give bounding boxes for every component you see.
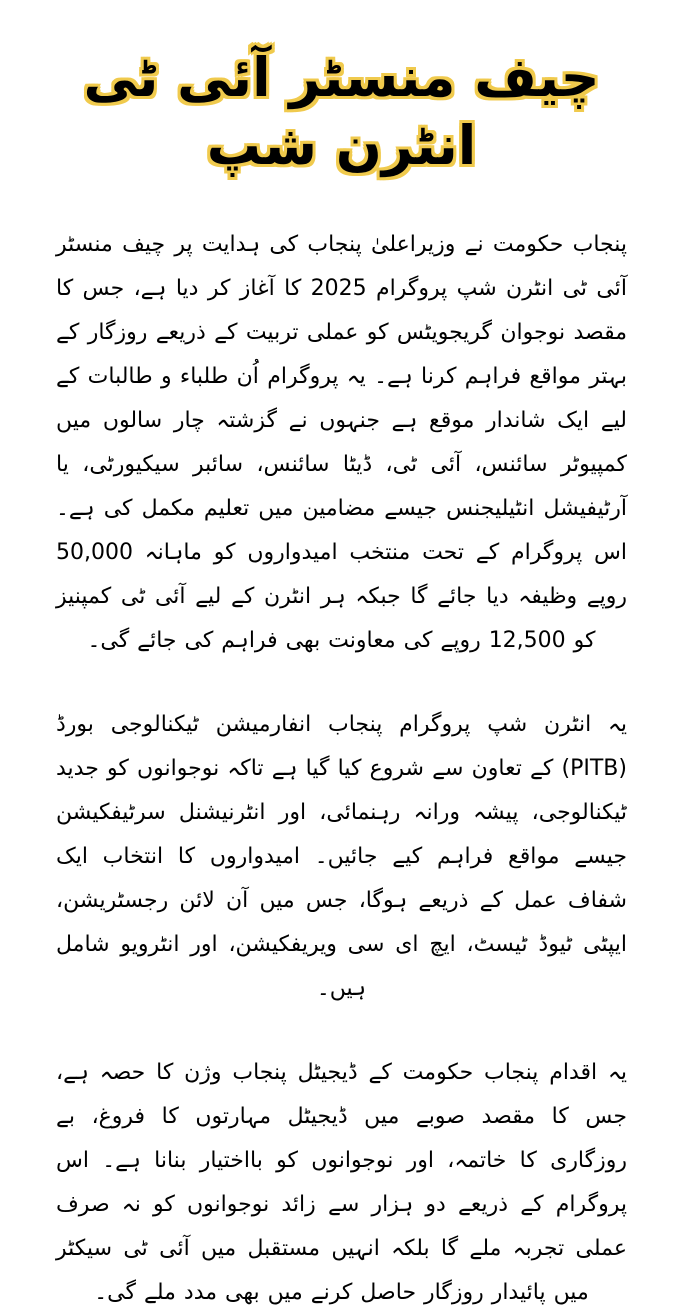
title-banner — [56, 0, 627, 205]
page-title: چیف منسٹر آئی ٹی انٹرن شپ — [83, 46, 600, 177]
paragraph-pitb-selection: یہ انٹرن شپ پروگرام پنجاب انفارمیشن ٹیکنالوجی بورڈ (PITB) کے تعاون سے شروع کیا گیا ہے تاکہ نوجوانوں کو جدید ٹیکنالوجی، پیشہ ورانہ رہنمائی، اور انٹرنیشنل سرٹیفکیشن جیسے مواقع فراہم کیے جائیں۔ امیدواروں کا انتخاب ایک شفاف عمل کے ذریعے ہوگا، جس میں آن لائن رجسٹریشن، ایپٹی ٹیوڈ ٹیسٹ، ایچ ای سی ویریفکیشن، اور انٹرویو شامل ہیں۔ — [56, 712, 627, 1001]
article-body — [56, 205, 627, 1315]
paragraph-program-launch: پنجاب حکومت نے وزیراعلیٰ پنجاب کی ہدایت پر چیف منسٹر آئی ٹی انٹرن شپ پروگرام 2025 کا آغاز کر دیا ہے، جس کا مقصد نوجوان گریجویٹس کو عملی تربیت کے ذریعے روزگار کے بہتر مواقع فراہم کرنا ہے۔ یہ پروگرام اُن طلباء و طالبات کے لیے ایک شاندار موقع ہے جنہوں نے گزشتہ چار سالوں میں کمپیوٹر سائنس، آئی ٹی، ڈیٹا سائنس، سائبر سیکیورٹی، یا آرٹیفیشل انٹیلیجنس جیسے مضامین میں تعلیم مکمل کی ہے۔ اس پروگرام کے تحت منتخب امیدواروں کو ماہانہ 50,000 روپے وظیفہ دیا جائے گا جبکہ ہر انٹرن کے لیے آئی ٹی کمپنیز کو 12,500 روپے کی معاونت بھی فراہم کی جائے گی۔ — [56, 232, 628, 653]
paragraph-digital-punjab-vision: یہ اقدام پنجاب حکومت کے ڈیجیٹل پنجاب وژن کا حصہ ہے، جس کا مقصد صوبے میں ڈیجیٹل مہارتوں کا فروغ، بے روزگاری کا خاتمہ، اور نوجوانوں کو بااختیار بنانا ہے۔ اس پروگرام کے ذریعے دو ہزار سے زائد نوجوانوں کو نہ صرف عملی تجربہ ملے گا بلکہ انہیں مستقبل میں آئی ٹی سیکٹر میں پائیدار روزگار حاصل کرنے میں بھی مدد ملے گی۔ — [56, 1060, 627, 1305]
